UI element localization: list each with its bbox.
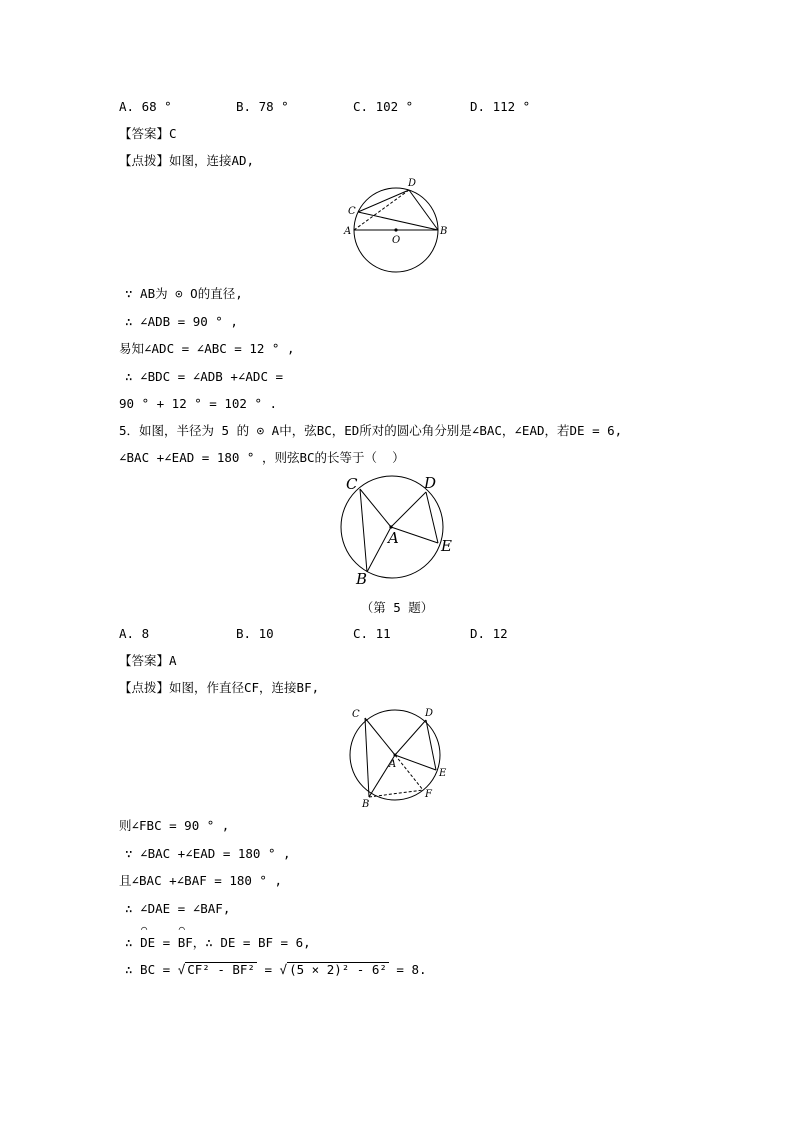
label-a: A xyxy=(344,226,352,237)
option-b: B. 78 ° xyxy=(236,99,289,114)
label-a: A xyxy=(389,759,397,770)
q4-step-4: ∴ ∠BDC = ∠ADB +∠ADC = xyxy=(125,369,284,384)
q5-circle-figure xyxy=(336,470,466,594)
option-b: B. 10 xyxy=(236,626,274,641)
option-c: C. 102 ° xyxy=(353,99,414,114)
label-o: O xyxy=(392,235,401,246)
final-prefix: ∴ BC = xyxy=(125,962,178,977)
label-b: B xyxy=(440,226,448,237)
q5-step-2: ∵ ∠BAC +∠EAD = 180 ° , xyxy=(125,846,291,861)
q5-step-4: ∴ ∠DAE = ∠BAF, xyxy=(125,901,231,916)
option-d: D. 112 ° xyxy=(470,99,531,114)
equals-text: = xyxy=(155,935,178,950)
sqrt-radicand-2: (5 × 2)² - 6² xyxy=(289,962,387,977)
q5-step-3: 且∠BAC +∠BAF = 180 ° , xyxy=(119,873,283,888)
label-d: D xyxy=(424,474,437,492)
sqrt-symbol-1: √ xyxy=(177,962,186,977)
option-c: C. 11 xyxy=(353,626,391,641)
figure-caption: （第 5 题） xyxy=(360,600,434,615)
label-f: F xyxy=(425,789,432,800)
q5-step-1: 则∠FBC = 90 ° , xyxy=(119,818,230,833)
q4-step-2: ∴ ∠ADB = 90 ° , xyxy=(125,314,238,329)
label-b: B xyxy=(362,799,370,810)
label-c: C xyxy=(348,206,356,217)
final-mid: = xyxy=(256,962,280,977)
q4-answer: 【答案】C xyxy=(119,126,177,141)
sqrt-symbol-2: √ xyxy=(279,962,288,977)
q5-solution-figure xyxy=(340,703,460,811)
sqrt-radicand-1: CF² - BF² xyxy=(187,962,255,977)
label-c: C xyxy=(352,709,360,720)
label-e: E xyxy=(441,537,452,555)
q4-hint: 【点拨】如图，连接AD, xyxy=(119,153,255,168)
label-c: C xyxy=(346,475,358,493)
arc-bf: ⌒ BF xyxy=(178,935,193,951)
arc-de: ⌒ DE xyxy=(140,935,155,951)
label-a: A xyxy=(388,529,399,547)
q5-stem-line1: 5．如图，半径为 5 的 ⊙ A中，弦BC，ED所对的圆心角分别是∠BAC，∠EAD，若DE = 6, xyxy=(119,423,623,438)
label-e: E xyxy=(439,768,447,779)
option-a: A. 8 xyxy=(119,626,150,641)
q5-final-step xyxy=(125,962,427,978)
q5-stem-line2: ∠BAC +∠EAD = 180 ° ，则弦BC的长等于（ ） xyxy=(119,450,405,465)
q5-arc-step xyxy=(125,935,311,951)
final-suffix: = 8. xyxy=(388,962,427,977)
option-d: D. 12 xyxy=(470,626,508,641)
label-d: D xyxy=(408,178,417,189)
option-a: A. 68 ° xyxy=(119,99,172,114)
q4-step-5: 90 ° + 12 ° = 102 ° . xyxy=(119,396,278,411)
arc-step-suffix: ，∴ DE = BF = 6, xyxy=(192,935,311,950)
label-d: D xyxy=(425,708,434,719)
q5-answer: 【答案】A xyxy=(119,653,177,668)
q5-hint: 【点拨】如图，作直径CF，连接BF, xyxy=(119,680,320,695)
q4-step-1: ∵ AB为 ⊙ O的直径, xyxy=(125,286,243,301)
therefore-symbol: ∴ xyxy=(125,935,141,950)
q4-circle-figure xyxy=(340,175,460,277)
q4-step-3: 易知∠ADC = ∠ABC = 12 ° , xyxy=(119,341,295,356)
label-b: B xyxy=(356,570,368,588)
